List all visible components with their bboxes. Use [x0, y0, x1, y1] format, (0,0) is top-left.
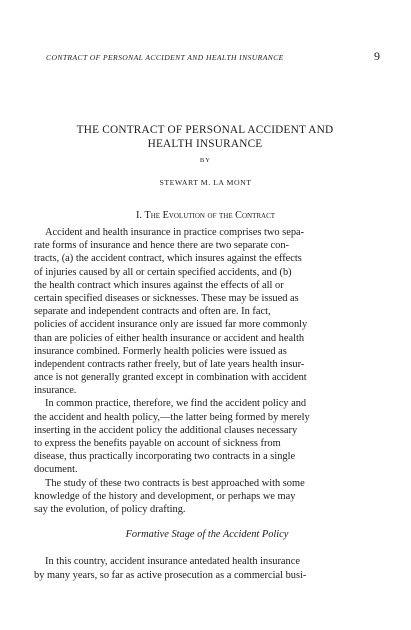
text-line: In common practice, therefore, we find the accident policy and: [45, 398, 307, 410]
text-line: certain specified diseases or sicknesses. These may be issued as: [34, 292, 299, 304]
byline-by: BY: [199, 157, 212, 164]
subsection-heading: Formative Stage of the Accident Policy: [125, 529, 289, 541]
body-text: [34, 226, 380, 582]
text-line: tracts, (a) the accident contract, which insures against the effects: [34, 253, 302, 265]
text-line: rate forms of insurance and hence there are two separate con-: [34, 240, 290, 252]
article-title-line-1: THE CONTRACT OF PERSONAL ACCIDENT AND: [76, 124, 334, 136]
text-line: to express the benefits payable on account of sickness from: [34, 438, 281, 449]
text-line: independent contracts rather freely, but of late years health insur-: [34, 358, 305, 370]
author-name: STEWART M. LA MONT: [159, 178, 252, 187]
paragraph-3: [34, 477, 380, 517]
text-line: say the evolution, of policy drafting.: [34, 503, 186, 515]
text-line: of injuries caused by all or certain specified accidents, and (b): [34, 266, 292, 278]
article-title-line-2: HEALTH INSURANCE: [147, 138, 263, 150]
text-line: insurance.: [34, 385, 77, 397]
article-title: [40, 123, 370, 151]
text-line: the accident and health policy,—the latter being formed by merely: [34, 411, 310, 423]
running-header: CONTRACT OF PERSONAL ACCIDENT AND HEALTH INSURANCE: [46, 53, 284, 62]
text-line: insurance combined. Formerly health policies were issued as: [34, 345, 287, 357]
text-line: knowledge of the history and development, or perhaps we may: [34, 490, 296, 502]
text-line: The study of these two contracts is best approached with some: [45, 477, 305, 489]
text-line: separate and independent contracts and often are. In fact,: [34, 306, 271, 318]
text-line: by many years, so far as active prosecution as a commercial busi-: [34, 569, 307, 581]
page-number: 9: [374, 49, 380, 63]
text-line: inserting in the accident policy the additional clauses necessary: [34, 424, 298, 436]
text-line: document.: [34, 464, 78, 476]
text-line: disease, thus practically incorporating two contracts in a single: [34, 451, 296, 463]
text-line: than are policies of either health insurance or accident and health: [34, 332, 305, 344]
text-line: the health contract which insures against the effects of all or: [34, 279, 284, 291]
section-heading: I. The Evolution of the Contract: [135, 210, 276, 221]
paragraph-4: [34, 555, 380, 581]
text-line: In this country, accident insurance antedated health insurance: [45, 556, 300, 568]
text-line: ance is not generally granted except in combination with accident: [34, 372, 307, 384]
paragraph-2: [34, 397, 380, 476]
text-line: policies of accident insurance only are issued far more commonly: [34, 319, 308, 331]
text-line: Accident and health insurance in practice comprises two sepa-: [45, 227, 305, 238]
paragraph-1: [34, 226, 380, 397]
